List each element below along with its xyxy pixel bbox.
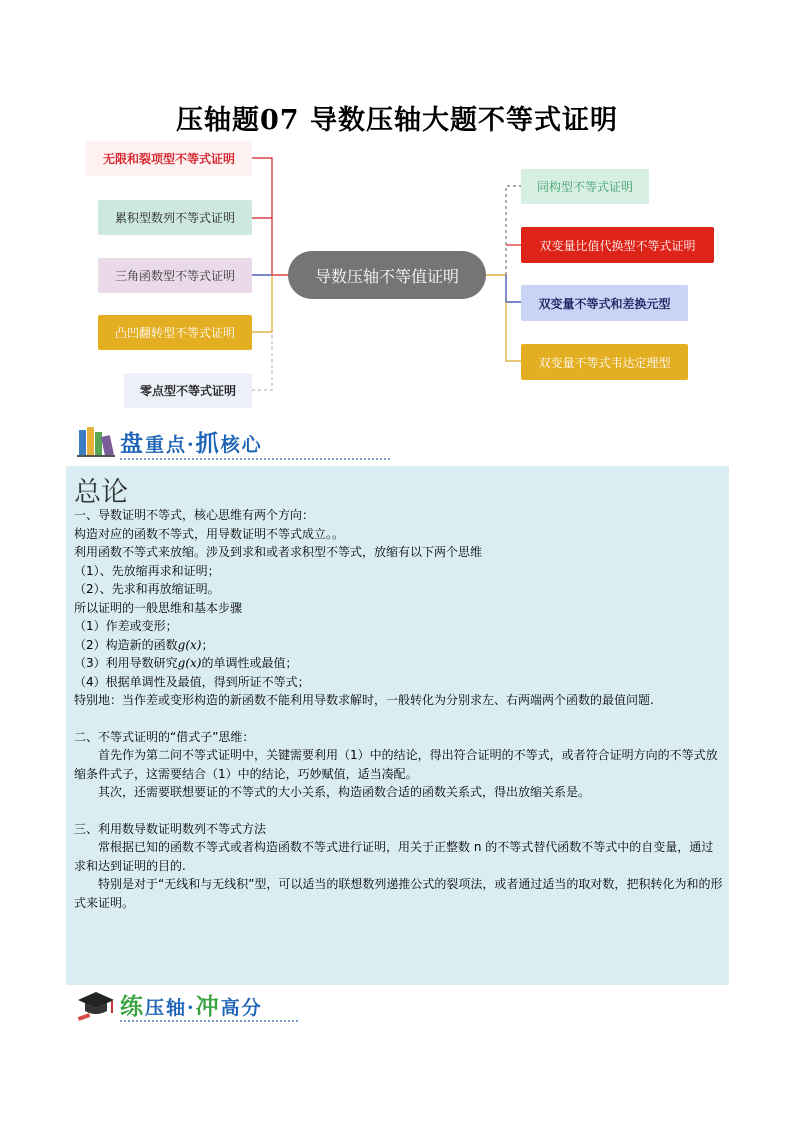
summary-special: 特别地：当作差或变形构造的新函数不能利用导数求解时，一般转化为分别求左、右两端两个函数的最值问题. xyxy=(74,693,654,707)
node-left-2: 累积型数列不等式证明 xyxy=(98,200,252,235)
page-title: 压轴题07 导数压轴大题不等式证明 xyxy=(176,105,618,136)
section-2-paragraph-1: 首先作为第二问不等式证明中，关键需要利用（1）中的结论，得出符合证明的不等式，或者符合证明方向的不等式放缩条件式子，这需要结合（1）中的结论，巧妙赋值，适当凑配。 xyxy=(74,748,718,781)
node-right-4: 双变量不等式韦达定理型 xyxy=(521,344,688,380)
step2-end: ； xyxy=(201,637,214,652)
formula-gx: g(x) xyxy=(177,656,202,670)
banner-char-2: 抓 xyxy=(195,429,221,457)
section-2-title: 二、不等式证明的“借式子”思维： xyxy=(74,729,255,744)
step3-text: （3）利用导数研究 xyxy=(74,656,178,670)
node-right-2: 双变量比值代换型不等式证明 xyxy=(521,227,714,263)
section-2-paragraph-2: 其次，还需要联想要证的不等式的大小关系，构造函数合适的函数关系式，得出放缩关系是。 xyxy=(98,785,591,799)
summary-line-6: 所以证明的一般思维和基本步骤 xyxy=(74,600,243,615)
banner-char-4: 冲 xyxy=(195,993,221,1020)
banner-dot: · xyxy=(187,433,196,456)
summary-step-4: （4）根据单调性及最值，得到所证不等式； xyxy=(74,674,310,689)
section-3-title: 三、利用数导数证明数列不等式方法 xyxy=(74,821,267,836)
node-left-3: 三角函数型不等式证明 xyxy=(98,258,252,293)
node-left-5: 零点型不等式证明 xyxy=(124,373,252,408)
books-icon xyxy=(76,424,116,458)
summary-line-3: 利用函数不等式来放缩。涉及到求和或者求积型不等式，放缩有以下两个思维 xyxy=(74,545,483,559)
node-right-1: 同构型不等式证明 xyxy=(521,169,649,204)
section-3-paragraph-1: 常根据已知的函数不等式或者构造函数不等式进行证明，用关于正整数 n 的不等式替代函数不等式中的自变量，通过求和达到证明的目的. xyxy=(74,840,714,873)
section-3-paragraph-2: 特别是对于“无线和与无线积”型，可以适当的联想数列递推公式的裂项法，或者通过适当的取对数，把积转化为和的形式来证明。 xyxy=(74,877,723,910)
section-banner-practice xyxy=(76,988,263,1021)
summary-body xyxy=(74,506,724,912)
summary-panel xyxy=(66,466,729,985)
banner-word-4: 高分 xyxy=(220,997,263,1019)
summary-heading: 总论 xyxy=(74,477,128,508)
node-left-4: 凸凹翻转型不等式证明 xyxy=(98,315,252,350)
banner-underline xyxy=(120,458,390,460)
summary-line-5: （2）、先求和再放缩证明。 xyxy=(74,582,220,596)
formula-gx: g(x) xyxy=(177,637,202,652)
step3-end: 的单调性或最值； xyxy=(201,656,298,670)
banner-word-3: 压轴 xyxy=(145,997,188,1019)
summary-line-2: 构造对应的函数不等式，用导数证明不等式成立。。 xyxy=(74,526,345,541)
banner-dot: · xyxy=(187,997,196,1019)
banner-word-1: 重点 xyxy=(145,433,188,456)
summary-step-3 xyxy=(74,654,724,673)
banner-char-1: 盘 xyxy=(120,429,145,457)
summary-line-7: （1）作差或变形； xyxy=(74,619,178,633)
banner-char-3: 练 xyxy=(120,993,145,1020)
mindmap-center: 导数压轴不等值证明 xyxy=(288,251,486,299)
node-right-3: 双变量不等式和差换元型 xyxy=(521,285,688,321)
node-left-1: 无限和裂项型不等式证明 xyxy=(86,141,252,176)
step2-text: （2）构造新的函数 xyxy=(74,637,178,652)
graduation-cap-icon xyxy=(76,989,116,1021)
banner-underline xyxy=(120,1020,298,1022)
summary-step-2 xyxy=(74,636,724,655)
summary-line-4: （1）、先放缩再求和证明； xyxy=(74,563,220,578)
banner-word-2: 核心 xyxy=(220,433,263,456)
summary-line-1: 一、导数证明不等式，核心思维有两个方向： xyxy=(74,508,315,522)
section-banner-core xyxy=(76,424,263,458)
